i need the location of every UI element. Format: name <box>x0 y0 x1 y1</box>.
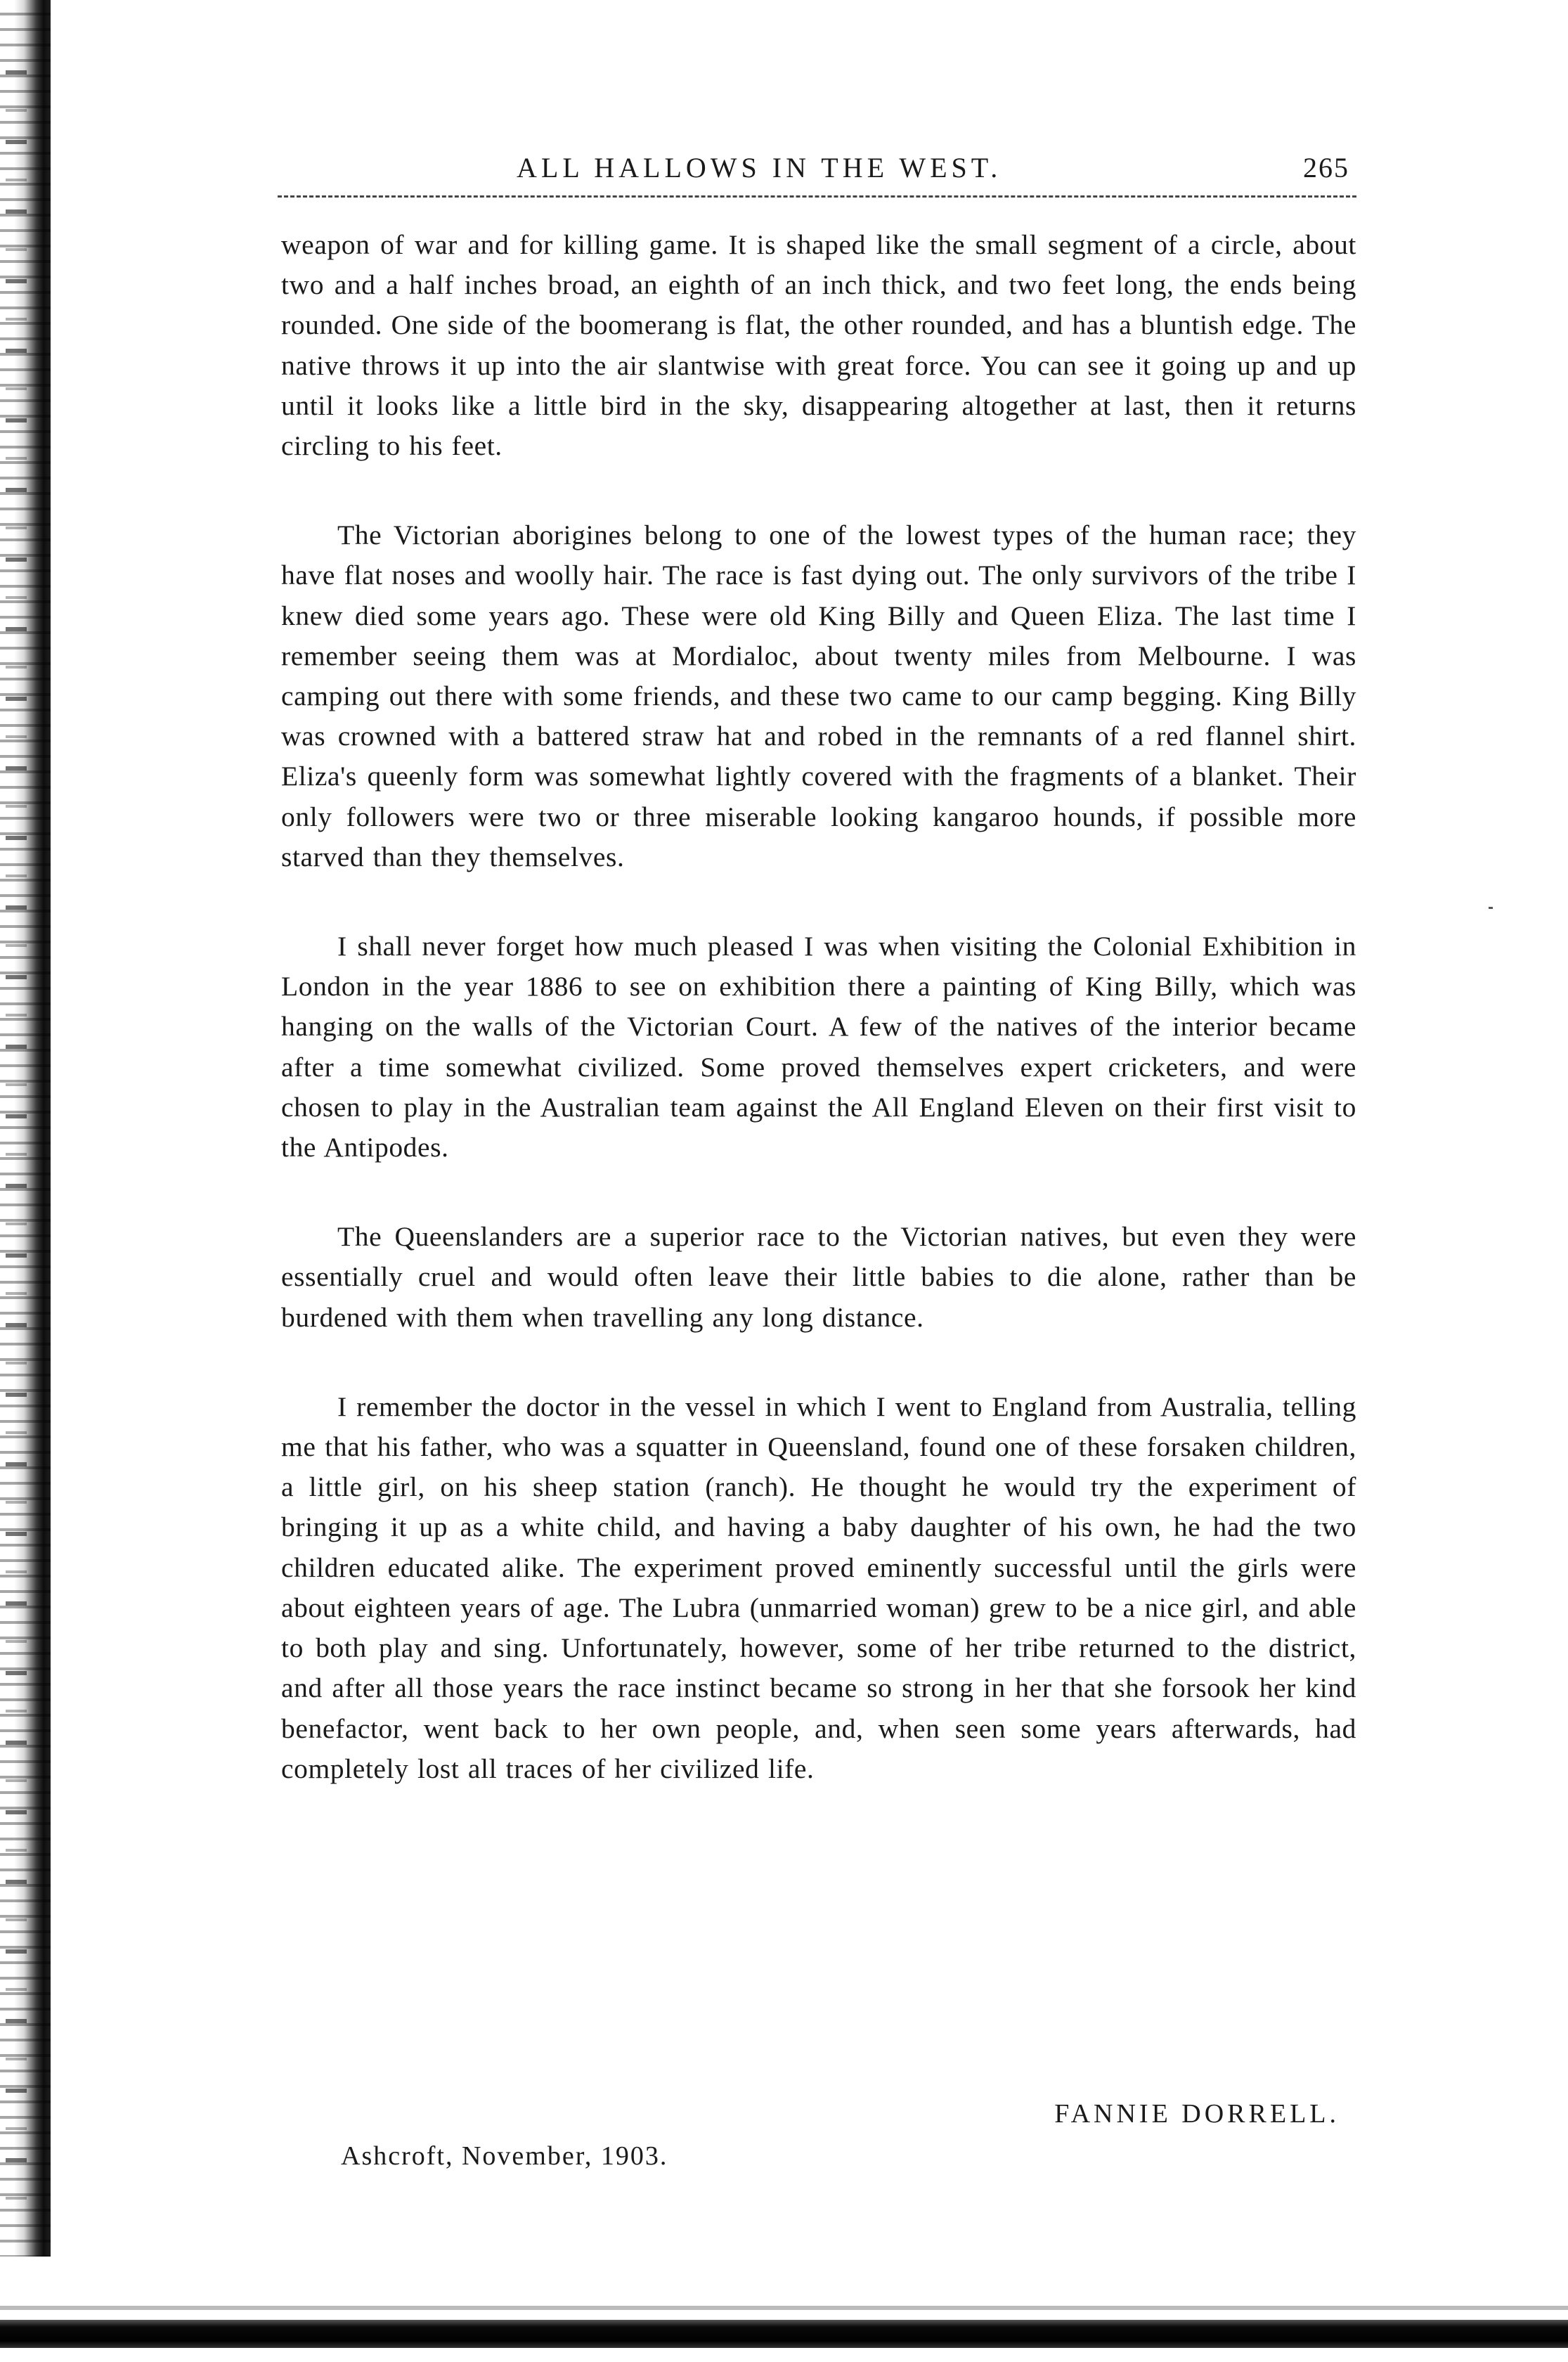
body-text <box>281 225 1356 1803</box>
page-number: 265 <box>1303 152 1349 183</box>
paragraph-colonial-exhibition: I shall never forget how much pleased I was when visiting the Colonial Exhibition in London in the year 1886 to see on exhibition there a painting of King Billy, which was hanging on the walls of the Victorian Court. A few of the natives of the interior became after a time somewhat civilized. Some proved themselves expert cricketers, and were chosen to play in the Australian team against the All England Eleven on their first visit to the Antipodes. <box>281 931 1356 1163</box>
running-title: ALL HALLOWS IN THE WEST. <box>517 152 1002 183</box>
binding-edge <box>0 0 51 2257</box>
paragraph-doctor-story: I remember the doctor in the vessel in which I went to England from Australia, telling me that his father, who was a squatter in Queensland, found one of these forsaken children, a little girl, on his sheep station (ranch). He thought he would try the experiment of bringing it up as a white child, and having a baby daughter of his own, he had the two children educated alike. The experiment proved eminently successful until the girls were about eighteen years of age. The Lubra (unmarried woman) grew to be a nice girl, and able to both play and sing. Unfortunately, however, some of her tribe returned to the district, and after all those years the race instinct became so strong in her that she forsook her kind benefactor, went back to her own people, and, when seen some years afterwards, had completely lost all traces of her civilized life. <box>281 1390 1356 1784</box>
author-signature: FANNIE DORRELL. <box>1054 2099 1340 2129</box>
paragraph-queenslanders: The Queenslanders are a superior race to the Victorian natives, but even they were essentially cruel and would often leave their little babies to die alone, rather than be burdened with them when travelling any long distance. <box>281 1221 1356 1333</box>
paragraph-victorian-aborigines: The Victorian aborigines belong to one of the lowest types of the human race; they have flat noses and woolly hair. The race is fast dying out. The only survivors of the tribe I knew died some years ago. These were old King Billy and Queen Eliza. The last time I remember seeing them was at Mordialoc, about twenty miles from Melbourne. I was camping out there with some friends, and these two came to our camp begging. King Billy was crowned with a battered straw hat and robed in the remnants of a red flannel shirt. Eliza's queenly form was somewhat lightly covered with the fragments of a blanket. Their only followers were two or three miserable looking kangaroo hounds, if possible more starved than they themselves. <box>281 519 1356 872</box>
dateline: Ashcroft, November, 1903. <box>341 2141 668 2171</box>
stray-mark <box>1489 907 1493 909</box>
running-head <box>278 144 1356 200</box>
paragraph-boomerang: weapon of war and for killing game. It is shaped like the small segment of a circle, about two and a half inches broad, an eighth of an inch thick, and two feet long, the ends being rounded. One side of the boomerang is flat, the other rounded, and has a bluntish edge. The native throws it up into the air slantwise with great force. You can see it going up and up until it looks like a little bird in the sky, disappearing altogether at last, then it returns circling to his feet. <box>281 229 1356 462</box>
scan-edge-line <box>0 2306 1568 2310</box>
scan-bottom-bar <box>0 2320 1568 2348</box>
header-rule <box>278 195 1356 200</box>
